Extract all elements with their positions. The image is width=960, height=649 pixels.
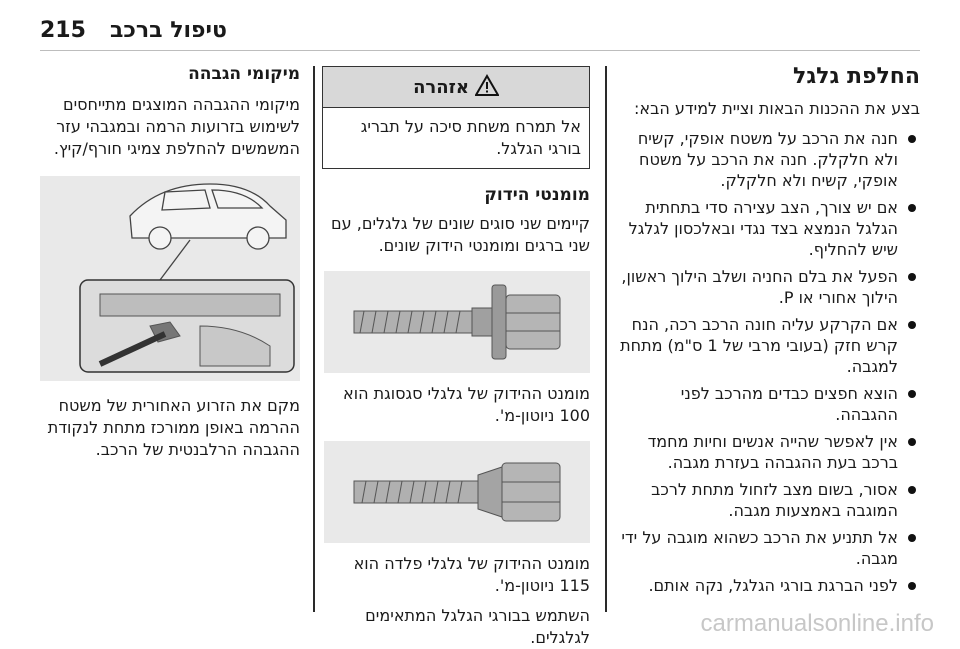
right-column [620, 62, 920, 602]
lifting-points-heading: מיקומי הגבהה [188, 64, 300, 84]
tightening-heading: מומנטי הידוק [484, 185, 590, 205]
column-divider-right [605, 66, 607, 612]
alloy-wheel-bolt-figure [324, 271, 590, 373]
lifting-points-text: מיקומי ההגבהה המוצגים מתייחסים לשימוש בזרועות הרמה ובמגבהי עזר המשמשים להחלפת צמיגי חורף/קיץ. [53, 95, 300, 158]
list-item: אם הקרקע עליה חונה הרכב רכה, הנח קרש חזק (בעובי מרבי של 1 ס"מ) מתחת למגבה. [620, 314, 920, 377]
wheel-bolt-alloy-icon [324, 271, 590, 373]
column-divider-left [313, 66, 315, 612]
header-rule [40, 50, 920, 51]
left-column [40, 62, 300, 461]
list-item: אין לאפשר שהייה אנשים וחיות מחמד ברכב בעת ההגבהה בעזרת מגבה. [620, 431, 920, 473]
steel-torque-caption: מומנט ההידוק של גלגלי פלדה הוא 115 ניוטון-מ'. [353, 554, 590, 595]
list-item: אם יש צורך, הצב עצירה סדי בתחתית הגלגל הנמצא בצד נגדי ובאלכסון לגלגל שיש להחליף. [620, 197, 920, 260]
warning-text: אל תמרח משחת סיכה על תבריג בורגי הגלגל. [360, 117, 581, 158]
list-item: לפני הברגת בורגי הגלגל, נקה אותם. [620, 575, 920, 596]
steel-wheel-bolt-figure [324, 441, 590, 543]
lifting-point-figure [40, 176, 300, 381]
warning-triangle-icon [475, 74, 499, 101]
list-item: הוצא חפצים כבדים מהרכב לפני ההגבהה. [620, 383, 920, 425]
section-heading: החלפת גלגל [793, 64, 920, 89]
page-number: 215 [40, 18, 86, 43]
list-item: אסור, בשום מצב לזחול מתחת לרכב המוגבה באמצעות מגבה. [620, 479, 920, 521]
list-item: אל תתניע את הרכב כשהוא מוגבה על ידי מגבה. [620, 527, 920, 569]
middle-column [322, 66, 590, 649]
warning-title: אזהרה [413, 76, 469, 98]
section-title: טיפול ברכב [110, 18, 227, 43]
wheel-bolt-steel-icon [324, 441, 590, 543]
bolt-usage-note: השתמש בבורגי הגלגל המתאימים לגלגלים. [365, 606, 590, 647]
warning-header [323, 67, 589, 108]
car-lift-point-icon [40, 176, 300, 381]
list-item: חנה את הרכב על משטח אופקי, קשיח ולא חלקלק. חנה את הרכב על משטח אופקי, קשיח ולא חלקלק. [620, 128, 920, 191]
watermark: carmanualsonline.info [700, 610, 934, 637]
instructions-list [620, 128, 920, 596]
warning-box [322, 66, 590, 169]
tightening-text: קיימים שני סוגים שונים של גלגלים, עם שני ברגים ומומנטי הידוק שונים. [331, 214, 590, 255]
alloy-torque-caption: מומנט ההידוק של גלגלי סגסוגת הוא 100 ניוטון-מ'. [343, 384, 590, 425]
lift-arm-placement-text: מקם את הזרוע האחורית של משטח ההרמה באופן ממורכז מתחת לנקודת ההגבהה הרלבנטית של הרכב. [47, 396, 300, 459]
list-item: הפעל את בלם החניה ושלב הילוך ראשון, הילוך אחורי או P. [620, 266, 920, 308]
intro-text: בצע את ההכנות הבאות וציית למידע הבא: [633, 99, 920, 118]
